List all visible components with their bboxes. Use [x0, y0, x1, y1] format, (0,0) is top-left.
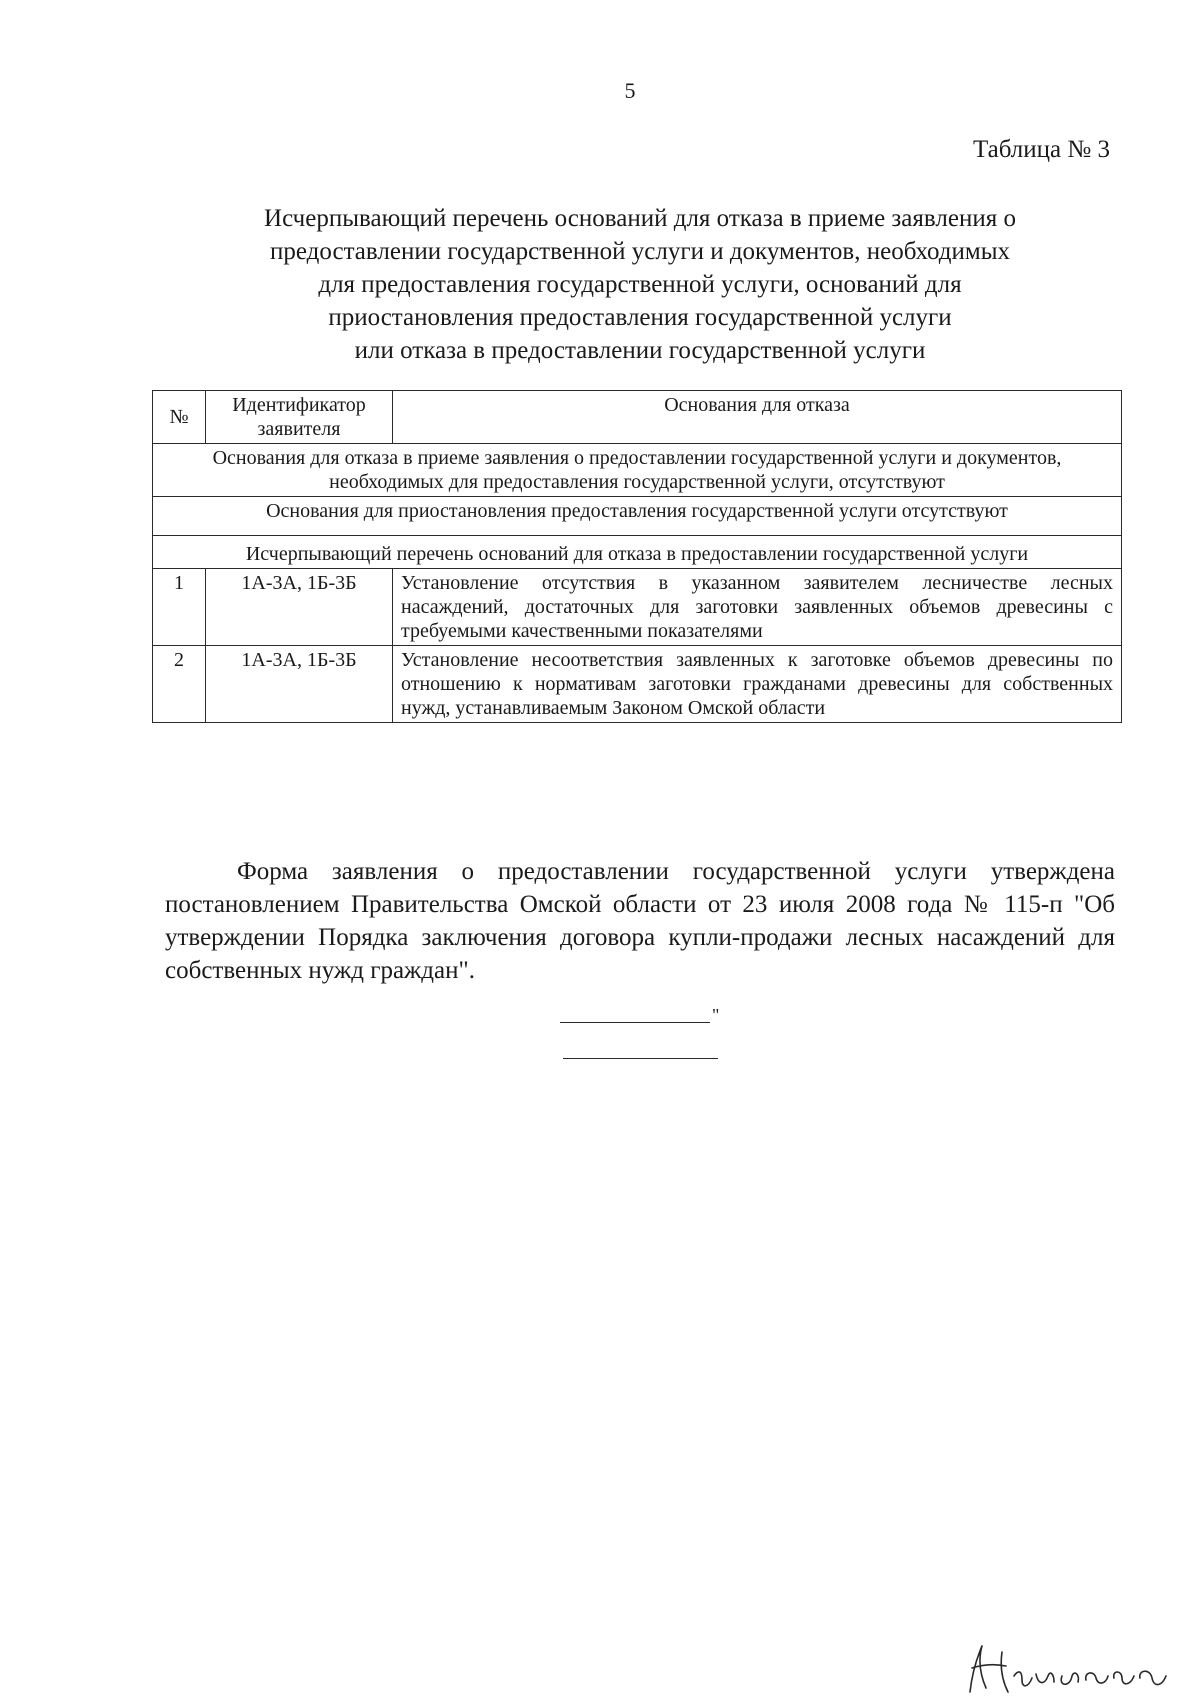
row-reason: Установление отсутствия в указанном заявителем лесничестве лесных насаждений, достаточных для заготовки заявленных объемов древесины с требуемыми качественными показателями [393, 569, 1122, 646]
section-row-refusal [153, 536, 1122, 569]
header-applicant-id: Идентификатор заявителя [206, 391, 393, 444]
row-num: 2 [153, 646, 206, 723]
divider-line [560, 1022, 710, 1023]
page-number: 5 [624, 78, 636, 103]
row-reason: Установление несоответствия заявленных к заготовке объемов древесины по отношению к нормативам заготовки гражданами древесины для собственных нужд, устанавливаемым Законом Омской области [393, 646, 1122, 723]
title-line: Исчерпывающий перечень оснований для отказа в приеме заявления о [264, 205, 1016, 232]
handwritten-signature [958, 1630, 1168, 1702]
refusal-grounds-table [152, 390, 1122, 723]
form-note-text: Форма заявления о предоставлении государственной услуги утверждена постановлением Правительства Омской области от 23 июля 2008 года № 115-п "Об утверждении Порядка заключения договора купли-продажи лесных насаждений для собственных нужд граждан". [165, 858, 1115, 984]
table-row [153, 569, 1122, 646]
section-refusal: Исчерпывающий перечень оснований для отказа в предоставлении государственной услуги [153, 536, 1122, 569]
document-title [180, 202, 1100, 367]
row-num: 1 [153, 569, 206, 646]
table-label: Таблица № 3 [972, 136, 1110, 163]
header-reasons: Основания для отказа [393, 391, 1122, 444]
divider-line [563, 1058, 718, 1059]
section-row-reception [153, 444, 1122, 497]
title-line: предоставлении государственной услуги и документов, необходимых [269, 238, 1010, 265]
section-suspension: Основания для приостановления предоставления государственной услуги отсутствуют [153, 497, 1122, 536]
signature-drawing [958, 1630, 1168, 1697]
header-num: № [153, 391, 206, 444]
row-applicant-id: 1А-3А, 1Б-3Б [206, 569, 393, 646]
section-reception: Основания для отказа в приеме заявления о предоставлении государственной услуги и документов, необходимых для предоставления государственной услуги, отсутствуют [153, 444, 1122, 497]
table-header-row [153, 391, 1122, 444]
title-line: или отказа в предоставлении государственной услуги [354, 337, 926, 364]
title-line: для предоставления государственной услуги, оснований для [318, 271, 962, 298]
closing-quote: " [712, 1005, 720, 1025]
section-row-suspension [153, 497, 1122, 536]
row-applicant-id: 1А-3А, 1Б-3Б [206, 646, 393, 723]
title-line: приостановления предоставления государственной услуги [328, 304, 952, 331]
table-row [153, 646, 1122, 723]
form-note-paragraph [165, 855, 1115, 987]
